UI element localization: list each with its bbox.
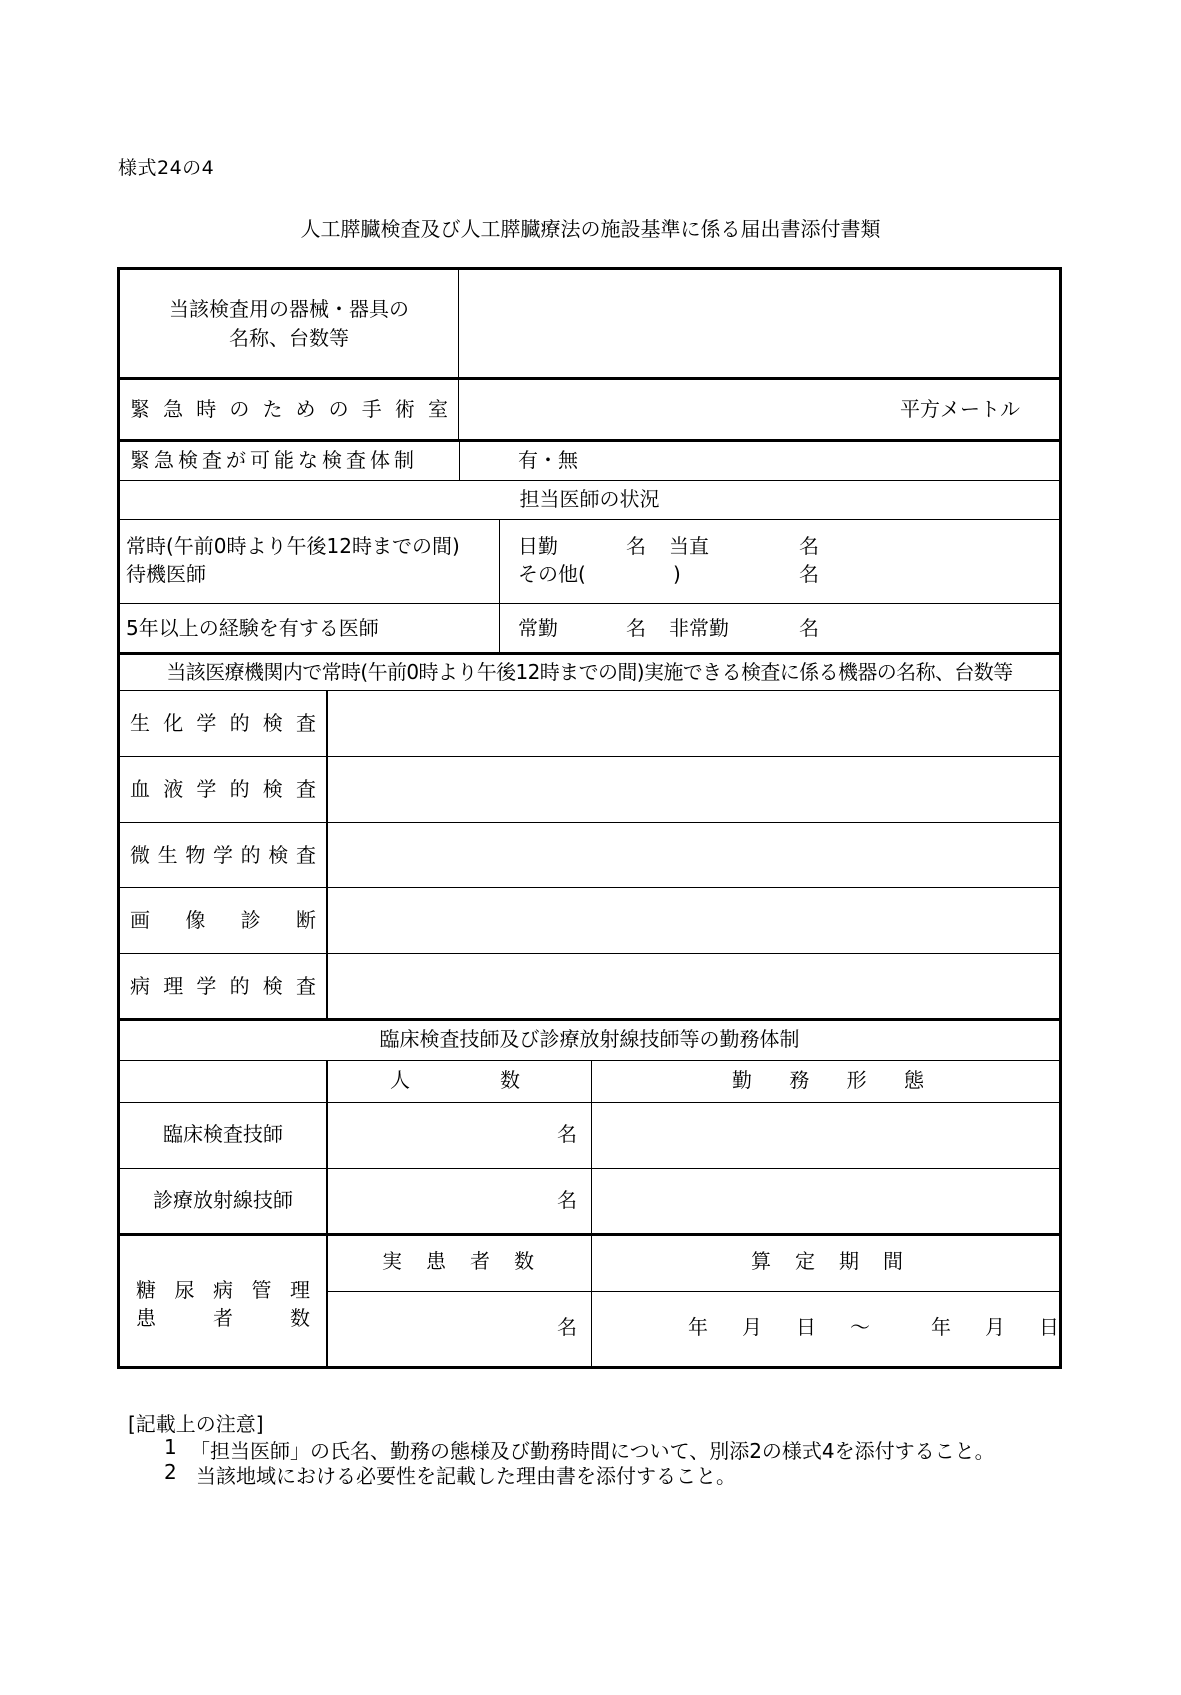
- application-form-table: [117, 267, 1066, 1369]
- emergency-exam-label: 緊急検査が可能な検査体制: [130, 448, 418, 472]
- staff-unit-radiology-technician: 名: [557, 1188, 577, 1212]
- row-divider: [120, 756, 1059, 757]
- staff-row-lab-technician: 臨床検査技師: [163, 1122, 283, 1146]
- row-divider: [326, 1291, 1059, 1292]
- parttime-unit: 名: [799, 616, 819, 640]
- night-duty-label: 当直: [669, 534, 709, 558]
- form-id: 様式24の4: [118, 157, 215, 179]
- row-divider: [120, 1060, 1059, 1061]
- operating-room-unit: 平方メートル: [900, 397, 1020, 421]
- operating-room-label: 緊 急 時 の た め の 手 術 室: [130, 397, 448, 421]
- notes-header: [記載上の注意]: [128, 1412, 264, 1436]
- other-close: ): [673, 562, 681, 586]
- lab-row-microbiology: 微 生 物 学 的 検 査: [130, 843, 316, 867]
- day-shift-label: 日勤: [518, 534, 558, 558]
- row-divider: [120, 439, 1059, 442]
- staff-col-count: 人 数: [390, 1068, 520, 1092]
- standby-label-line1: 常時(午前0時より午後12時までの間): [126, 534, 460, 558]
- diabetes-label-line1: 糖 尿 病 管 理: [136, 1278, 310, 1302]
- experienced-doctors-label: 5年以上の経験を有する医師: [126, 616, 379, 640]
- row-divider: [120, 887, 1059, 888]
- night-duty-unit: 名: [799, 534, 819, 558]
- lab-row-biochemistry: 生 化 学 的 検 査: [130, 711, 316, 735]
- row-divider: [120, 652, 1059, 655]
- fulltime-unit: 名: [626, 616, 646, 640]
- staff-unit-lab-technician: 名: [557, 1122, 577, 1146]
- staff-section-header: 臨床検査技師及び診療放射線技師等の勤務体制: [379, 1027, 800, 1051]
- note-1-text: 「担当医師」の氏名、勤務の態様及び勤務時間について、別添2の様式4を添付すること。: [190, 1439, 995, 1463]
- row-divider: [120, 519, 1059, 520]
- row-divider: [120, 1018, 1059, 1021]
- row-divider: [120, 822, 1059, 823]
- row-divider: [120, 480, 1059, 481]
- col-divider: [326, 1060, 328, 1366]
- note-2-text: 当該地域における必要性を記載した理由書を添付すること。: [196, 1464, 736, 1488]
- row-divider: [120, 1168, 1059, 1169]
- row-divider: [120, 1102, 1059, 1103]
- col-divider: [499, 519, 500, 652]
- lab-row-imaging: 画 像 診 断: [130, 908, 316, 932]
- diabetes-col-period: 算 定 期 間: [751, 1249, 903, 1273]
- fulltime-label: 常勤: [518, 616, 558, 640]
- row-divider: [120, 953, 1059, 954]
- emergency-exam-value[interactable]: 有・無: [518, 448, 578, 472]
- other-label: その他(: [518, 562, 586, 586]
- diabetes-patients-unit: 名: [557, 1315, 577, 1339]
- row-divider: [120, 1233, 1059, 1236]
- lab-row-hematology: 血 液 学 的 検 査: [130, 777, 316, 801]
- note-1-number: 1: [164, 1435, 177, 1459]
- staff-col-form: 勤 務 形 態: [732, 1068, 924, 1092]
- staff-row-radiology-technician: 診療放射線技師: [153, 1188, 293, 1212]
- diabetes-period-value[interactable]: 年 月 日 ～ 年 月 日: [688, 1315, 1066, 1339]
- diabetes-col-patients: 実 患 者 数: [382, 1249, 534, 1273]
- col-divider: [591, 1060, 592, 1366]
- col-divider: [458, 270, 459, 439]
- parttime-label: 非常勤: [669, 616, 729, 640]
- lab-section-header: 当該医療機関内で常時(午前0時より午後12時までの間)実施できる検査に係る機器の名称、台数等: [166, 660, 1013, 684]
- lab-row-pathology: 病 理 学 的 検 査: [130, 974, 316, 998]
- other-unit: 名: [799, 562, 819, 586]
- diabetes-label-line2: 患 者 数: [136, 1306, 310, 1330]
- standby-label-line2: 待機医師: [126, 562, 206, 586]
- note-2-number: 2: [164, 1460, 177, 1484]
- row-divider: [120, 690, 1059, 691]
- col-divider: [459, 439, 460, 480]
- doctors-header: 担当医師の状況: [519, 487, 660, 511]
- equipment-label-line1: 当該検査用の器械・器具の: [169, 297, 409, 321]
- day-shift-unit: 名: [626, 534, 646, 558]
- document-title: 人工膵臓検査及び人工膵臓療法の施設基準に係る届出書添付書類: [300, 217, 881, 241]
- col-divider: [326, 690, 328, 1018]
- equipment-label-line2: 名称、台数等: [229, 326, 349, 350]
- row-divider: [120, 603, 1059, 604]
- row-divider: [120, 377, 1059, 380]
